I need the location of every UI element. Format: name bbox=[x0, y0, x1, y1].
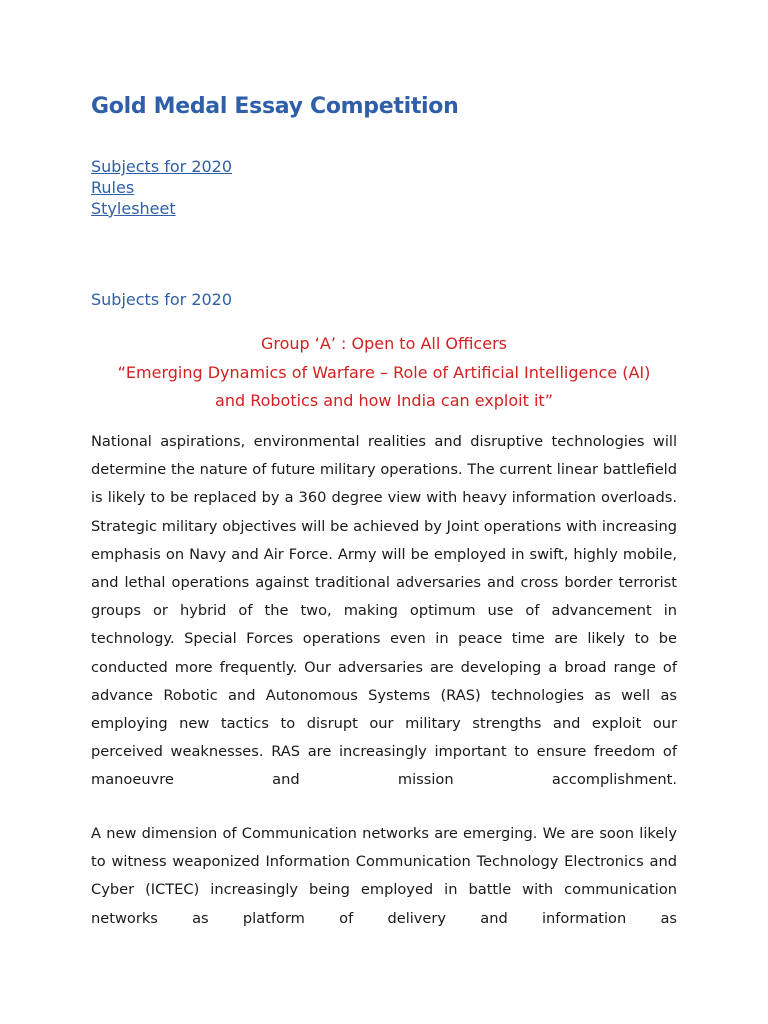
essay-topic-line-2: and Robotics and how India can exploit it” bbox=[215, 391, 553, 410]
group-a-subject bbox=[91, 330, 677, 416]
link-stylesheet[interactable]: Stylesheet bbox=[91, 199, 176, 218]
group-label: Group ‘A’ : Open to All Officers bbox=[261, 334, 507, 353]
body-paragraph-2: A new dimension of Communication networks are emerging. We are soon likely to witness weaponized Information Communication Technology Electronics and Cyber (ICTEC) increasingly being employed in battle with communication networks as platform of delivery and information as bbox=[91, 825, 677, 927]
link-list bbox=[91, 156, 232, 219]
essay-topic-line-1: “Emerging Dynamics of Warfare – Role of Artificial Intelligence (AI) bbox=[117, 362, 651, 382]
section-heading: Subjects for 2020 bbox=[91, 290, 233, 309]
body-paragraph-1: National aspirations, environmental realities and disruptive technologies will determine the nature of future military operations. The current linear battlefield is likely to be replaced by a 360 degree view with heavy information overloads. Strategic military objectives will be achieved by Joint operations with increasing emphasis on Navy and Air Force. Army will be employed in swift, highly mobile, and lethal operations against traditional adversaries and cross border terrorist groups or hybrid of the two, making optimum use of advancement in technology. Special Forces operations even in peace time are likely to be conducted more frequently. Our adversaries are developing a broad range of advance Robotic and Autonomous Systems (RAS) technologies as well as employing new tactics to disrupt our military strengths and exploit our perceived weaknesses. RAS are increasingly important to ensure freedom of manoeuvre and mission accomplishment. bbox=[91, 433, 677, 789]
page-title: Gold Medal Essay Competition bbox=[91, 94, 459, 119]
link-rules[interactable]: Rules bbox=[91, 178, 135, 197]
link-subjects-2020[interactable]: Subjects for 2020 bbox=[91, 157, 233, 176]
